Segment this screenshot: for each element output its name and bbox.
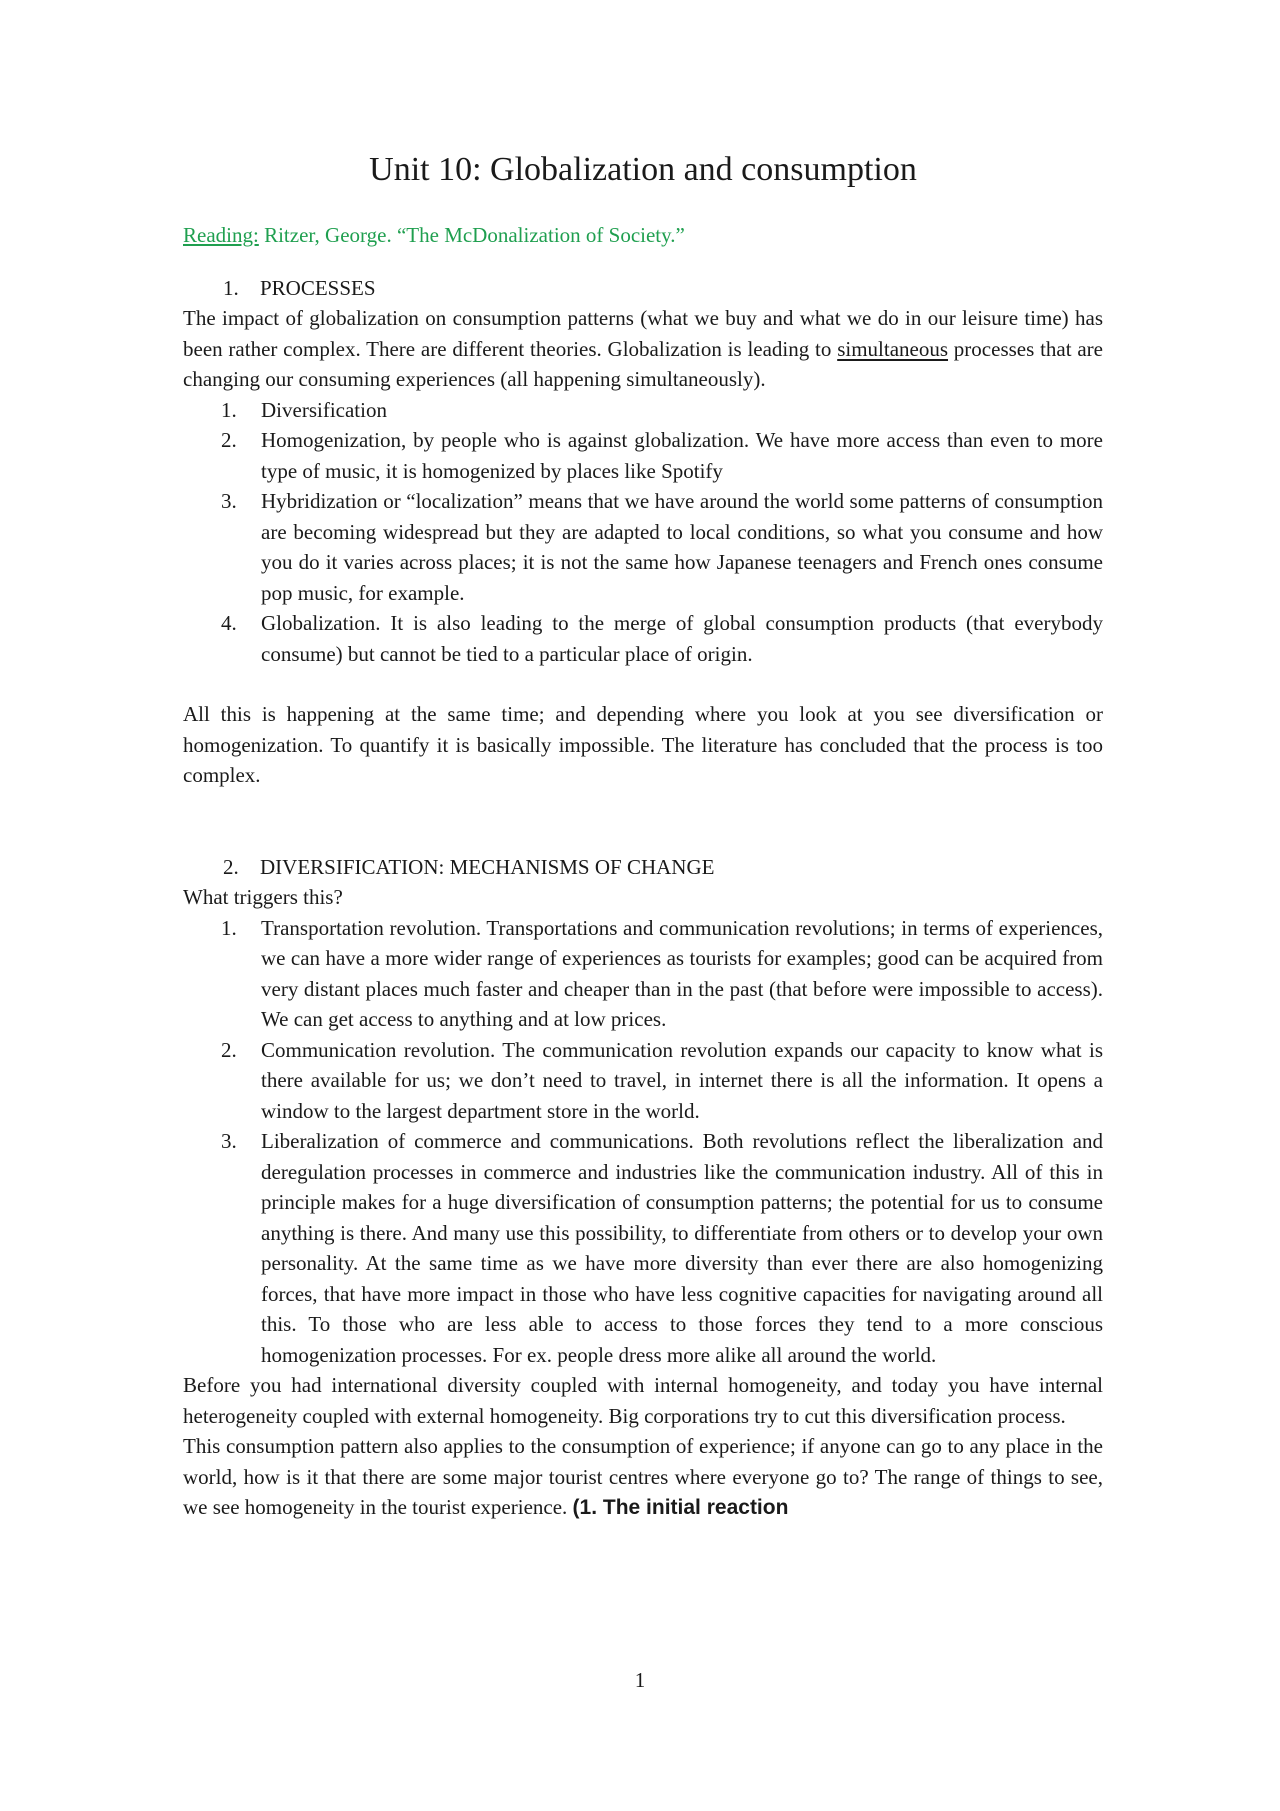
list-item-number: 2.: [221, 428, 237, 452]
reading-reference: [183, 220, 1103, 251]
section-1-conclusion: All this is happening at the same time; and depending where you look at you see diversification or homogenization. To quantify it is basically impossible. The literature has concluded that the process is too complex.: [183, 702, 1103, 787]
paragraph-2-bold-text: (1. The initial reaction: [572, 1496, 789, 1519]
list-item: [183, 395, 1103, 426]
list-item-number: 4.: [221, 611, 237, 635]
list-item-text: Liberalization of commerce and communications. Both revolutions reflect the liberalization and deregulation processes in commerce and industries like the communication industry. All of this in principle makes for a huge diversification of consumption patterns; the potential for us to consume anything is there. And many use this possibility, to differentiate from others or to develop your own personality. At the same time as we have more diversity than ever there are also homogenizing forces, that have more impact in those who have less cognitive capacities for navigating around all this. To those who are less able to access to those forces they tend to a more conscious homogenization processes. For ex. people dress more alike all around the world.: [261, 1129, 1103, 1367]
section-1-number: 1.: [223, 275, 239, 300]
reading-citation: Ritzer, George. “The McDonalization of Society.”: [258, 223, 685, 247]
list-item: [183, 913, 1103, 1035]
list-item: [183, 608, 1103, 669]
mechanisms-list: [183, 913, 1103, 1371]
intro-text-b: processes that are changing our consuming experiences (all happening simultaneously).: [183, 336, 1103, 391]
list-item-text: Transportation revolution. Transportations and communication revolutions; in terms of experiences, we can have a more wider range of experiences as tourists for examples; good can be acquired from very distant places much faster and cheaper than in the past (that before were impossible to access). We can get access to anything and at low prices.: [261, 915, 1103, 1031]
section-2-question: What triggers this?: [183, 885, 343, 909]
spacer: [183, 669, 1103, 699]
list-item: [183, 425, 1103, 486]
intro-underlined-word: simultaneous: [837, 336, 949, 361]
list-item-text: Hybridization or “localization” means that we have around the world some patterns of consumption are becoming widespread but they are adapted to local conditions, so what you consume and how you do it varies across places; it is not the same how Japanese teenagers and French ones consume pop music, for example.: [261, 489, 1103, 605]
section-2-paragraph-1: Before you had international diversity coupled with internal homogeneity, and today you have internal heterogeneity coupled with external homogeneity. Big corporations try to cut this diversification process.: [183, 1373, 1103, 1428]
section-2-heading: [183, 852, 1103, 883]
section-1-intro: [183, 303, 1103, 395]
list-item-text: Diversification: [261, 397, 387, 422]
list-item-text: Communication revolution. The communication revolution expands our capacity to know what is there available for us; we don’t need to travel, in internet there is all the information. It opens a window to the largest department store in the world.: [261, 1037, 1103, 1123]
list-item-number: 3.: [221, 489, 237, 513]
list-item-number: 1.: [221, 915, 237, 940]
processes-list: [183, 395, 1103, 670]
list-item-number: 3.: [221, 1129, 237, 1153]
list-item-number: 1.: [221, 397, 237, 422]
page-number: 1: [634, 1668, 646, 1692]
section-2-paragraph-2: [183, 1431, 1103, 1524]
section-2-title: DIVERSIFICATION: MECHANISMS OF CHANGE: [260, 854, 715, 879]
spacer: [183, 791, 1103, 852]
list-item-text: Globalization. It is also leading to the merge of global consumption products (that everybody consume) but cannot be tied to a particular place of origin.: [261, 611, 1103, 666]
list-item-text: Homogenization, by people who is against globalization. We have more access than even to more type of music, it is homogenized by places like Spotify: [261, 428, 1103, 483]
section-1-heading: [183, 273, 1103, 304]
page-title: Unit 10: Globalization and consumption: [369, 151, 917, 188]
intro-text-a: The impact of globalization on consumption patterns (what we buy and what we do in our leisure time) has been rather complex. There are different theories. Globalization is leading to: [183, 306, 1103, 361]
section-1-title: PROCESSES: [260, 275, 376, 300]
reading-label: Reading:: [183, 223, 259, 247]
list-item: [183, 1126, 1103, 1370]
list-item-number: 2.: [221, 1037, 237, 1062]
section-2-number: 2.: [223, 854, 239, 879]
paragraph-2-text: This consumption pattern also applies to the consumption of experience; if anyone can go to any place in the world, how is it that there are some major tourist centres where everyone go to? The range of things to see, we see homogeneity in the tourist experience.: [183, 1434, 1103, 1519]
list-item: [183, 486, 1103, 608]
list-item: [183, 1035, 1103, 1127]
spacer: [183, 251, 1103, 273]
page-content: [183, 148, 1103, 1524]
